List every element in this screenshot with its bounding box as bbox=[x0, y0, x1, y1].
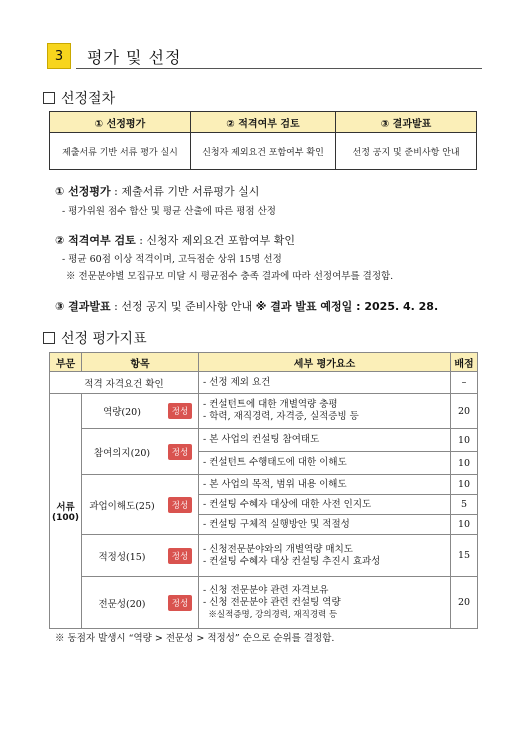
qualitative-badge-cell bbox=[162, 535, 199, 577]
step-1-text: : 제출서류 기반 서류평가 실시 bbox=[110, 185, 260, 198]
eval-heading-text: 선정 평가지표 bbox=[61, 331, 147, 347]
detail-willingness-2: - 컨설턴트 수행태도에 대한 이해도 bbox=[199, 452, 451, 475]
item-willingness: 참여의지(20) bbox=[82, 429, 163, 475]
qualitative-badge: 정성 bbox=[168, 444, 192, 460]
step-3 bbox=[55, 298, 438, 314]
doc-section-total: (100) bbox=[52, 513, 80, 523]
detail-understanding-1: - 본 사업의 목적, 범위 내용 이해도 bbox=[199, 475, 451, 495]
doc-section-label: 서류 bbox=[56, 502, 75, 513]
step-2-text: : 신청자 제외요건 포함여부 확인 bbox=[135, 234, 296, 247]
score-willingness-1: 10 bbox=[451, 429, 478, 452]
qualitative-badge: 정성 bbox=[168, 595, 192, 611]
qual-item: 적격 자격요건 확인 bbox=[50, 372, 199, 394]
checkbox-icon bbox=[43, 332, 55, 344]
score-appropriateness: 15 bbox=[451, 535, 478, 577]
procedure-header-2: ② 적격여부 검토 bbox=[190, 112, 335, 133]
procedure-cell-3: 선정 공지 및 준비사항 안내 bbox=[336, 133, 477, 170]
result-date: ※ 결과 발표 예정일 : 2025. 4. 28. bbox=[255, 300, 439, 313]
qualitative-badge: 정성 bbox=[168, 548, 192, 564]
doc-section bbox=[50, 394, 82, 629]
score-understanding-2: 5 bbox=[451, 495, 478, 515]
item-appropriateness: 적정성(15) bbox=[82, 535, 163, 577]
eval-heading bbox=[43, 328, 147, 348]
detail-understanding-3: - 컨설팅 구체적 실행방안 및 적절성 bbox=[199, 515, 451, 535]
item-understanding: 과업이해도(25) bbox=[82, 475, 163, 535]
step-3-title: ③ 결과발표 bbox=[55, 300, 111, 313]
eval-header-item: 항목 bbox=[82, 353, 199, 372]
qualitative-badge-cell bbox=[162, 429, 199, 475]
procedure-heading-text: 선정절차 bbox=[61, 91, 116, 107]
section-title: 평가 및 선정 bbox=[87, 48, 182, 67]
step-2-sub-1: - 평균 60점 이상 적격이며, 고득점순 상위 15명 선정 bbox=[62, 254, 282, 265]
eval-header-detail: 세부 평가요소 bbox=[199, 353, 451, 372]
qualitative-badge: 정성 bbox=[168, 497, 192, 513]
qualitative-badge: 정성 bbox=[168, 403, 192, 419]
procedure-header-3: ③ 결과발표 bbox=[336, 112, 477, 133]
detail-understanding-2: - 컨설팅 수혜자 대상에 대한 사전 인지도 bbox=[199, 495, 451, 515]
procedure-cell-2: 신청자 제외요건 포함여부 확인 bbox=[190, 133, 335, 170]
procedure-heading bbox=[43, 88, 115, 108]
qualitative-badge-cell bbox=[162, 394, 199, 429]
detail-appropriateness: - 신청전문분야와의 개별역량 매치도 - 컨설팅 수혜자 대상 컨설팅 추진시 효과성 bbox=[199, 535, 451, 577]
score-understanding-1: 10 bbox=[451, 475, 478, 495]
step-2-sub-2: ※ 전문분야별 모집규모 미달 시 평균점수 충족 결과에 따라 선정여부를 결정함. bbox=[66, 271, 394, 282]
eval-header-section: 부문 bbox=[50, 353, 82, 372]
score-competency: 20 bbox=[451, 394, 478, 429]
procedure-table bbox=[49, 111, 477, 170]
detail-competency: - 컨설턴트에 대한 개별역량 충평 - 학력, 재직경력, 자격증, 실적증빙 등 bbox=[199, 394, 451, 429]
eval-header-score: 배점 bbox=[451, 353, 478, 372]
procedure-header-1: ① 선정평가 bbox=[50, 112, 191, 133]
section-number: 3 bbox=[47, 43, 71, 69]
procedure-cell-1: 제출서류 기반 서류 평가 실시 bbox=[50, 133, 191, 170]
step-1-sub: - 평가위원 점수 합산 및 평균 산출에 따른 평점 산정 bbox=[62, 206, 276, 217]
footnote: ※ 동점자 발생시 “역량 > 전문성 > 적정성” 순으로 순위를 결정함. bbox=[55, 633, 335, 644]
step-3-text: : 선정 공지 및 준비사항 안내 bbox=[110, 300, 256, 313]
detail-willingness-1: - 본 사업의 컨설팅 참여태도 bbox=[199, 429, 451, 452]
qualitative-badge-cell bbox=[162, 475, 199, 535]
detail-expertise: - 신청 전문분야 관련 자격보유 - 신청 전문분야 관련 컨설팅 역량 ※실적증명, 강의경력, 재직경력 등 bbox=[199, 577, 451, 629]
qual-detail: - 선정 제외 요건 bbox=[199, 372, 451, 394]
step-1 bbox=[55, 183, 259, 199]
score-understanding-3: 10 bbox=[451, 515, 478, 535]
step-2-title: ② 적격여부 검토 bbox=[55, 234, 136, 247]
section-divider bbox=[76, 68, 482, 69]
qualitative-badge-cell bbox=[162, 577, 199, 629]
score-expertise: 20 bbox=[451, 577, 478, 629]
eval-table bbox=[49, 352, 478, 629]
qual-score: – bbox=[451, 372, 478, 394]
item-expertise: 전문성(20) bbox=[82, 577, 163, 629]
step-1-title: ① 선정평가 bbox=[55, 185, 111, 198]
checkbox-icon bbox=[43, 92, 55, 104]
score-willingness-2: 10 bbox=[451, 452, 478, 475]
item-competency: 역량(20) bbox=[82, 394, 163, 429]
step-2 bbox=[55, 232, 295, 248]
